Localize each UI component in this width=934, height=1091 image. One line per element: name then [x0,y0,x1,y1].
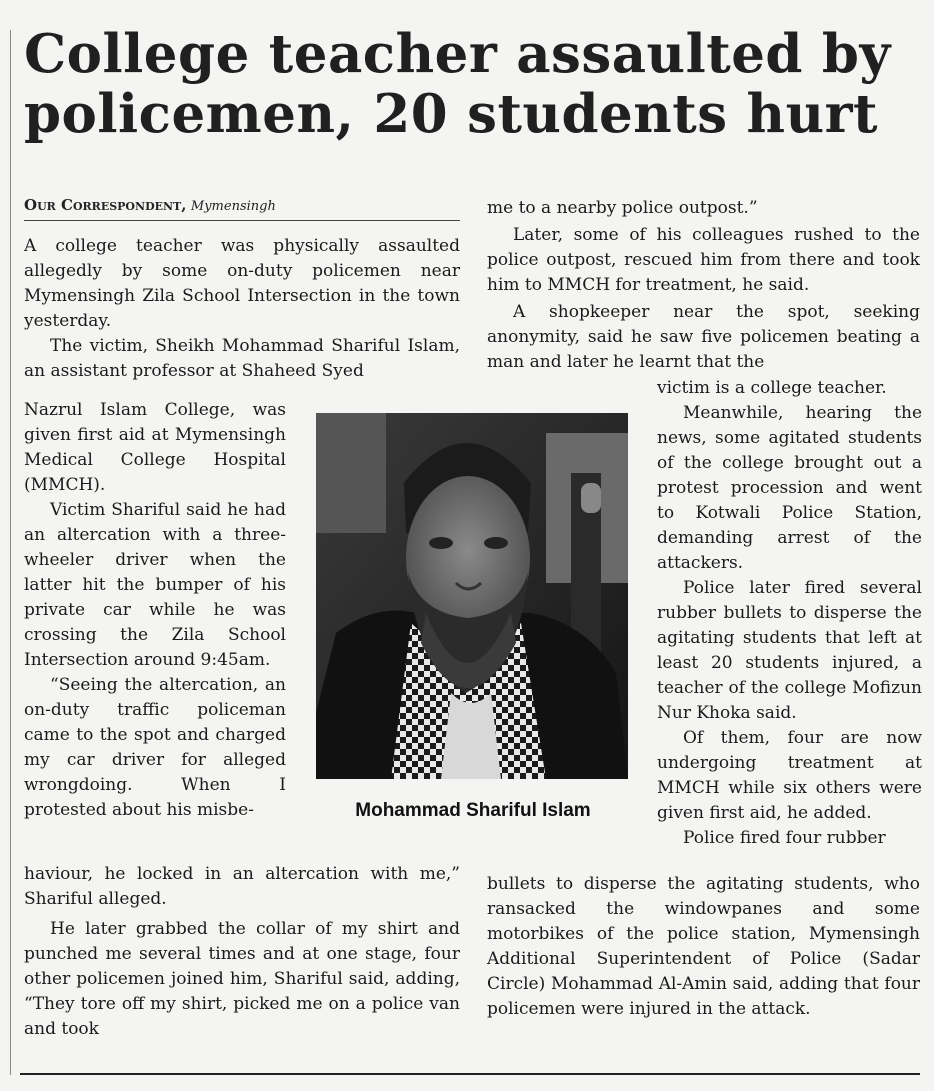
paragraph-continued: Nazrul Islam College, was given first aid at Mymensingh Medical College Hospital (MMCH). [24,400,286,495]
column-rule-left [10,30,11,1075]
paragraph: “Seeing the altercation, an on-duty traffic policeman came to the spot and charged my car driver for alleged wrongdoing. When I protested about his misbe- [24,675,286,820]
column-1-top [24,234,460,384]
column-1-bottom [24,862,460,1042]
paragraph: A college teacher was physically assaulted allegedly by some on-duty policemen near Mymensingh Zila School Intersection in the town yesterday. [24,236,460,331]
paragraph-continued: victim is a college teacher. [657,378,887,398]
column-2-top [487,196,920,375]
paragraph: The victim, Sheikh Mohammad Shariful Islam, an assistant professor at Shaheed Syed [24,336,460,381]
portrait-image [316,413,628,779]
paragraph: Police later fired several rubber bullets to disperse the agitating students that left at least 20 students injured, a teacher of the college Mofizun Nur Khoka said. [657,578,922,723]
paragraph: Of them, four are now undergoing treatment at MMCH while six others were given first aid, he added. [657,728,922,823]
paragraph: Later, some of his colleagues rushed to the police outpost, rescued him from there and took him to MMCH for treatment, he said. [487,225,920,295]
byline-place: Mymensingh [190,199,276,214]
column-2-bottom [487,872,920,1022]
column-1-narrow [24,398,286,823]
paragraph: Victim Shariful said he had an altercation with a three-wheeler driver when the latter hit the bumper of his private car while he was crossing the Zila School Intersection around 9:45am. [24,500,286,670]
paragraph: Meanwhile, hearing the news, some agitated students of the college brought out a protest procession and went to Kotwali Police Station, demanding arrest of the attackers. [657,403,922,573]
article-photo [316,413,628,779]
headline-line-1: College teacher assaulted by [24,23,891,85]
headline-line-2: policemen, 20 students hurt [24,83,879,145]
headline [24,24,924,144]
bottom-rule [20,1073,920,1075]
byline-divider [24,220,460,221]
paragraph: He later grabbed the collar of my shirt and punched me several times and at one stage, four other policemen joined him, Shariful said, adding, “They tore off my shirt, picked me on a police van and took [24,919,460,1039]
byline [24,196,276,214]
paragraph-continued: haviour, he locked in an altercation with me,” Shariful alleged. [24,864,460,909]
column-2-narrow [657,376,922,851]
photo-caption: Mohammad Shariful Islam [355,800,591,821]
paragraph-continued: bullets to disperse the agitating students, who ransacked the windowpanes and some motorbikes of the police station, Mymensingh Additional Superintendent of Police (Sadar Circle) Mohammad Al-Amin said, adding that four policemen were injured in the attack. [487,874,920,1019]
paragraph: A shopkeeper near the spot, seeking anonymity, said he saw five policemen beating a man and later he learnt that the [487,302,920,372]
paragraph-continued: me to a nearby police outpost.” [487,198,758,218]
byline-name: Our Correspondent, [24,196,187,214]
paragraph: Police fired four rubber [683,828,886,848]
